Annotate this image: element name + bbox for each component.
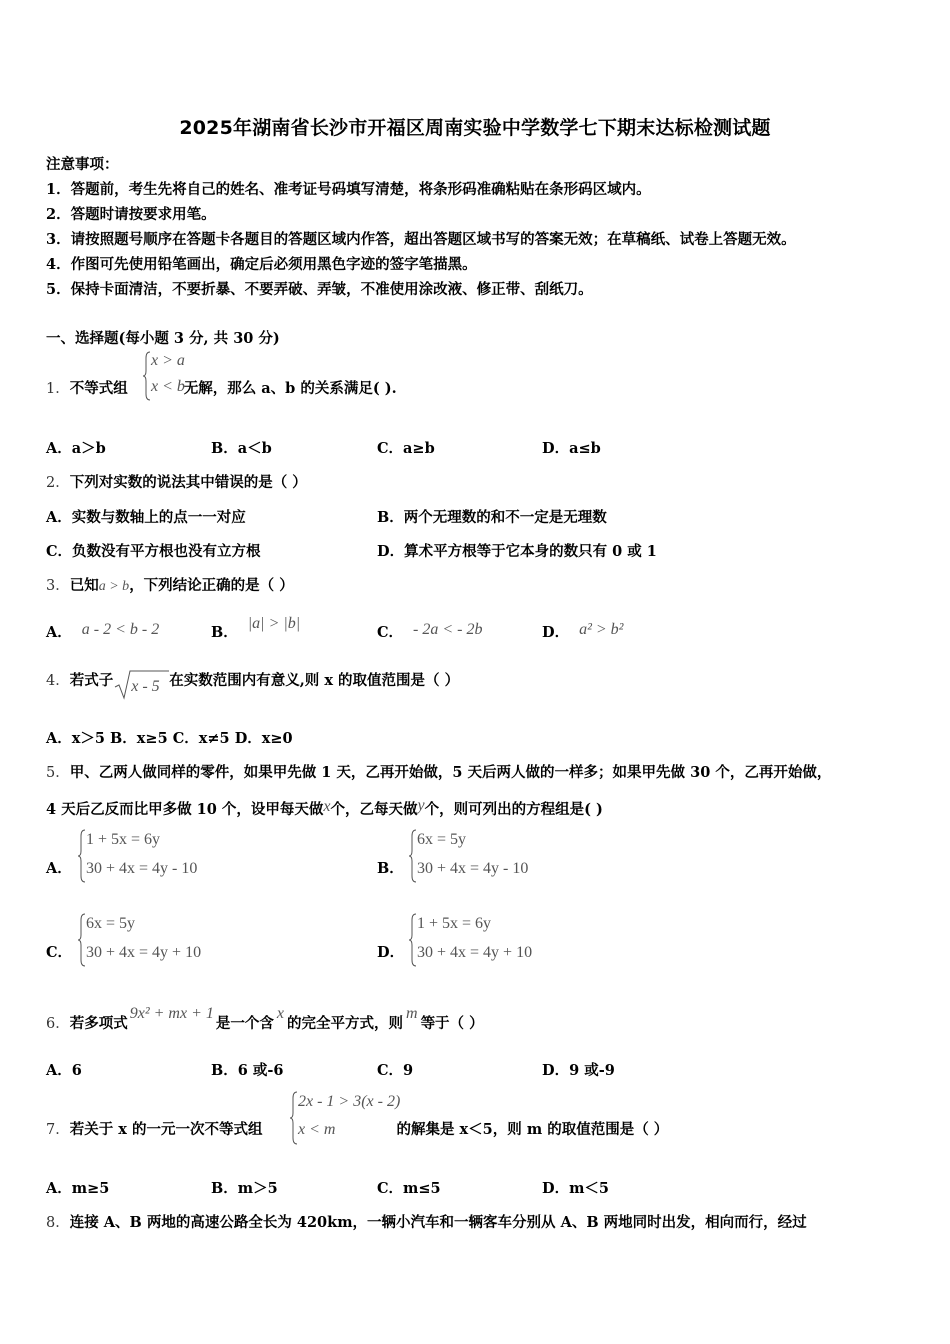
notice-heading: 注意事项： (46, 156, 119, 173)
notice-item: 3．请按照题号顺序在答题卡各题目的答题区域内作答，超出答题区域书写的答案无效；在草稿纸、试卷上答题无效。 (46, 231, 796, 248)
option-c: C．a≥b (377, 440, 435, 457)
option-expr: |a| > |b| (247, 615, 301, 632)
option-c: C．m≤5 (377, 1180, 441, 1197)
option-d: D．a≤b (542, 440, 601, 457)
option-b: B．a＜b (211, 440, 272, 457)
question-1 (46, 377, 397, 398)
question-text: 在实数范围内有意义,则 x 的取值范围是（ ） (169, 672, 460, 689)
option-expr: a² > b² (579, 621, 624, 638)
option-expr: a - 2 < b - 2 (81, 621, 160, 638)
question-text: ，下列结论正确的是（ ） (129, 577, 294, 594)
question-text: 个，则可列出的方程组是( ) (424, 801, 603, 818)
question-text: 已知 (69, 577, 99, 594)
option-c: C．9 (377, 1062, 414, 1079)
question-number: 2． (46, 475, 70, 491)
equation-system-c (78, 912, 228, 968)
option-expr: - 2a < - 2b (413, 621, 483, 638)
inequality-system (143, 350, 199, 402)
question-number: 3． (46, 578, 70, 594)
system-row: 2x - 1 > 3(x - 2) (298, 1093, 401, 1110)
option-b: B．两个无理数的和不一定是无理数 (377, 509, 607, 526)
question-number: 7． (46, 1122, 70, 1138)
option-c (377, 621, 483, 642)
system-row: 30 + 4x = 4y - 10 (417, 860, 529, 877)
question-text: 个，乙每天做 (330, 801, 418, 818)
question-number: 8． (46, 1215, 70, 1231)
variable: y (417, 797, 425, 814)
option-b-label: B． (377, 860, 404, 877)
option-d: D．算术平方根等于它本身的数只有 0 或 1 (377, 543, 657, 560)
variable: m (406, 1005, 418, 1022)
question-text: 连接 A、B 两地的高速公路全长为 420km，一辆小汽车和一辆客车分别从 A、B 两地同时出发，相向而行，经过 (69, 1214, 807, 1231)
question-text: 是一个含 (215, 1015, 274, 1032)
option-label: B． (211, 624, 238, 641)
equation-system-d (409, 912, 559, 968)
section-heading: 一、选择题(每小题 3 分, 共 30 分) (46, 330, 280, 347)
option-b: B．6 或-6 (211, 1062, 284, 1079)
question-2 (46, 471, 307, 492)
option-a: A．a＞b (46, 440, 106, 457)
system-row: 30 + 4x = 4y - 10 (86, 860, 198, 877)
question-text: 若关于 x 的一元一次不等式组 (69, 1121, 263, 1138)
option-label: C． (377, 624, 404, 641)
question-number: 5． (46, 765, 70, 781)
question-text: 不等式组 (69, 380, 128, 397)
radicand: x - 5 (131, 678, 160, 695)
question-text: 若多项式 (69, 1015, 128, 1032)
question-3 (46, 574, 294, 595)
question-8 (46, 1211, 807, 1232)
notice-item: 1．答题前，考生先将自己的姓名、准考证号码填写清楚，将条形码准确粘贴在条形码区域内。 (46, 181, 651, 198)
question-6 (46, 1005, 484, 1033)
variable: x (323, 798, 331, 815)
variable: x (276, 1005, 284, 1022)
options-row: A．x＞5 B．x≥5 C．x≠5 D．x≥0 (46, 730, 293, 747)
notice-item: 4．作图可先使用铅笔画出，确定后必须用黑色字迹的签字笔描黑。 (46, 256, 477, 273)
option-b: B．m＞5 (211, 1180, 278, 1197)
system-row: x < m (298, 1121, 336, 1138)
question-5 (46, 761, 831, 782)
option-d: D．9 或-9 (542, 1062, 615, 1079)
question-text: 等于（ ） (420, 1015, 484, 1032)
option-a: A．m≥5 (46, 1180, 110, 1197)
option-d: D．m＜5 (542, 1180, 610, 1197)
option-label: D． (542, 624, 570, 641)
polynomial: 9x² + mx + 1 (129, 1005, 214, 1022)
notice-item: 2．答题时请按要求用笔。 (46, 206, 216, 223)
system-row: 1 + 5x = 6y (417, 915, 492, 932)
option-a: A．6 (46, 1062, 82, 1079)
option-a-label: A． (46, 860, 72, 877)
question-number: 1． (46, 381, 70, 397)
option-b (211, 615, 301, 642)
question-text: 下列对实数的说法其中错误的是（ ） (69, 474, 307, 491)
system-row: x > a (151, 352, 185, 369)
option-c-label: C． (46, 944, 73, 961)
question-4 (46, 669, 460, 695)
option-label: A． (46, 624, 72, 641)
page-title: 2025年湖南省长沙市开福区周南实验中学数学七下期末达标检测试题 (179, 117, 771, 139)
question-number: 6． (46, 1016, 70, 1032)
question-text: 的完全平方式，则 (287, 1015, 403, 1032)
notice-item: 5．保持卡面清洁，不要折暴、不要弄破、弄皱，不准使用涂改液、修正带、刮纸刀。 (46, 281, 593, 298)
system-row: x < b (151, 378, 185, 395)
question-text: 无解，那么 a、b 的关系满足( ). (183, 380, 397, 397)
option-d-label: D． (377, 944, 405, 961)
question-text: 甲、乙两人做同样的零件，如果甲先做 1 天，乙再开始做，5 天后两人做的一样多；如果甲先做 30 个，乙再开始做， (69, 764, 832, 781)
equation-system-a (78, 828, 228, 884)
question-5-line-2 (46, 798, 603, 819)
sqrt-expr (113, 669, 169, 695)
system-row: 6x = 5y (417, 831, 467, 848)
question-number: 4． (46, 673, 70, 689)
question-text: 若式子 (69, 672, 114, 689)
system-row: 6x = 5y (86, 915, 136, 932)
option-a: A．实数与数轴上的点一一对应 (46, 509, 246, 526)
condition-expr: a > b (98, 579, 130, 594)
equation-system-b (409, 828, 559, 884)
option-c: C．负数没有平方根也没有立方根 (46, 543, 261, 560)
option-d (542, 621, 623, 642)
question-text: 4 天后乙反而比甲多做 10 个，设甲每天做 (46, 801, 324, 818)
option-a (46, 621, 159, 642)
system-row: 30 + 4x = 4y + 10 (86, 944, 202, 961)
question-text: 的解集是 x＜5，则 m 的取值范围是（ ） (396, 1121, 669, 1138)
system-row: 1 + 5x = 6y (86, 831, 161, 848)
system-row: 30 + 4x = 4y + 10 (417, 944, 533, 961)
inequality-system (290, 1090, 420, 1146)
